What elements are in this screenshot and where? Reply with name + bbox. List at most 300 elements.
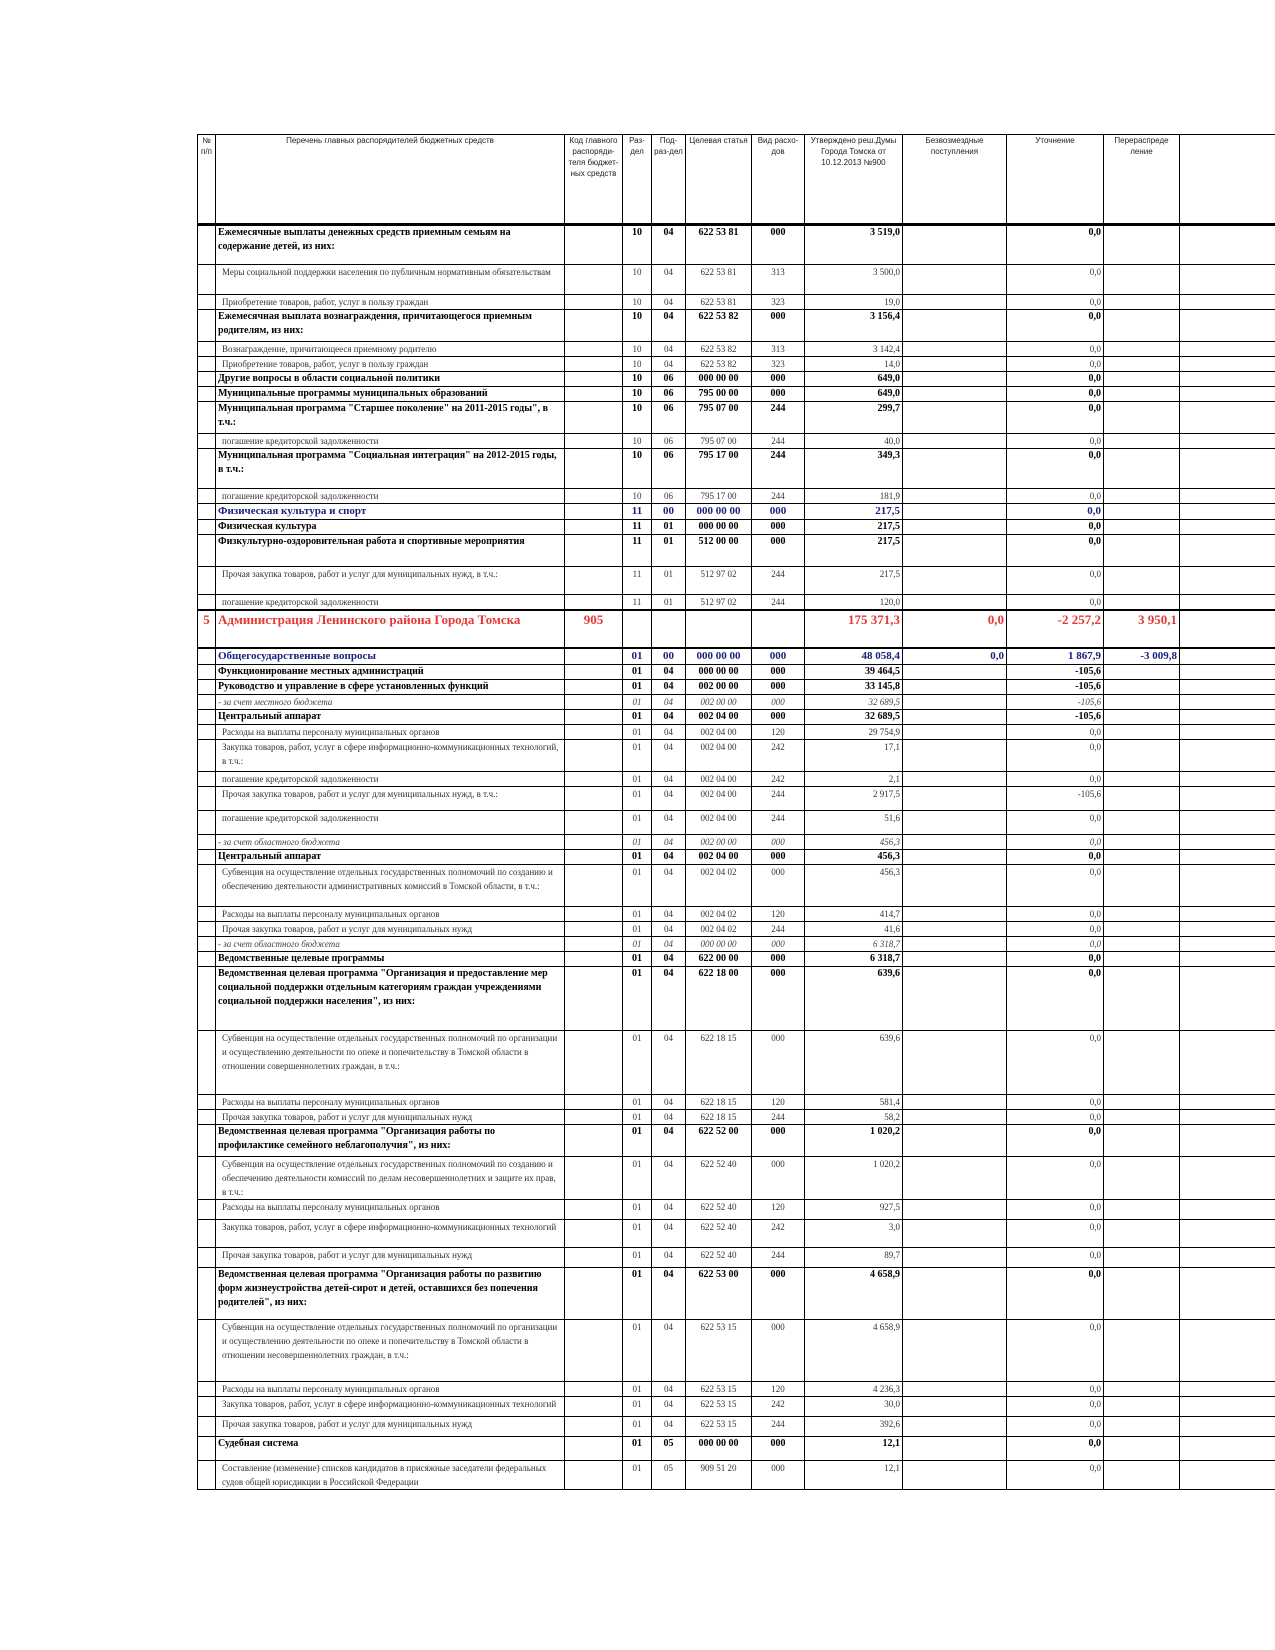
row-cut-cell <box>1180 906 1275 921</box>
header-clarification: Уточнение <box>1007 135 1104 225</box>
row-code <box>565 966 623 1030</box>
row-razdel: 01 <box>623 1124 652 1156</box>
row-name: Прочая закупка товаров, работ и услуг для муниципальных нужд <box>216 1416 565 1436</box>
row-name: погашение кредиторской задолженности <box>216 810 565 834</box>
row-num <box>198 834 216 849</box>
row-podrazdel <box>652 610 686 648</box>
row-cut-cell <box>1180 810 1275 834</box>
row-clarification: -105,6 <box>1007 694 1104 709</box>
row-num <box>198 921 216 936</box>
section-row <box>198 610 1275 648</box>
row-gratis <box>903 310 1007 342</box>
row-cut-cell <box>1180 679 1275 694</box>
table-row <box>198 664 1275 679</box>
row-redistribution <box>1104 434 1180 449</box>
row-clarification: 0,0 <box>1007 295 1104 310</box>
table-row <box>198 834 1275 849</box>
row-redistribution <box>1104 1094 1180 1109</box>
row-name: Расходы на выплаты персоналу муниципальных органов <box>216 724 565 739</box>
row-code <box>565 1416 623 1436</box>
row-target-article: 622 52 40 <box>686 1219 752 1247</box>
row-name: Центральный аппарат <box>216 849 565 864</box>
row-razdel: 01 <box>623 648 652 664</box>
row-podrazdel: 04 <box>652 1247 686 1267</box>
row-podrazdel: 04 <box>652 694 686 709</box>
row-razdel: 01 <box>623 1396 652 1416</box>
row-approved: 32 689,5 <box>805 694 903 709</box>
row-expense-type: 244 <box>752 449 805 489</box>
row-redistribution <box>1104 265 1180 295</box>
row-redistribution <box>1104 834 1180 849</box>
row-approved: 649,0 <box>805 387 903 402</box>
row-redistribution <box>1104 810 1180 834</box>
row-name: Прочая закупка товаров, работ и услуг для муниципальных нужд <box>216 1247 565 1267</box>
row-code <box>565 372 623 387</box>
row-podrazdel: 04 <box>652 1109 686 1124</box>
row-num <box>198 679 216 694</box>
row-approved: 120,0 <box>805 595 903 611</box>
row-code <box>565 387 623 402</box>
row-name: Закупка товаров, работ, услуг в сфере информационно-коммуникационных технологий, в т.ч.: <box>216 739 565 771</box>
header-razdel: Раз-дел <box>623 135 652 225</box>
row-target-article: 002 04 00 <box>686 724 752 739</box>
row-target-article: 002 04 00 <box>686 771 752 786</box>
row-name: Приобретение товаров, работ, услуг в пользу граждан <box>216 357 565 372</box>
table-row <box>198 1030 1275 1094</box>
table-row <box>198 1460 1275 1489</box>
row-razdel: 01 <box>623 1156 652 1199</box>
row-podrazdel: 04 <box>652 921 686 936</box>
row-razdel: 11 <box>623 595 652 611</box>
row-code <box>565 1267 623 1319</box>
row-name: Ежемесячная выплата вознаграждения, причитающегося приемным родителям, из них: <box>216 310 565 342</box>
row-num <box>198 567 216 595</box>
row-podrazdel: 04 <box>652 357 686 372</box>
row-gratis <box>903 567 1007 595</box>
row-clarification: 0,0 <box>1007 936 1104 951</box>
row-gratis <box>903 1267 1007 1319</box>
row-razdel: 01 <box>623 1094 652 1109</box>
row-razdel: 01 <box>623 786 652 810</box>
row-razdel: 10 <box>623 265 652 295</box>
row-approved: 392,6 <box>805 1416 903 1436</box>
row-target-article: 622 53 82 <box>686 342 752 357</box>
row-clarification: 0,0 <box>1007 834 1104 849</box>
row-clarification: 0,0 <box>1007 372 1104 387</box>
table-row <box>198 295 1275 310</box>
row-target-article: 512 00 00 <box>686 535 752 567</box>
row-num <box>198 387 216 402</box>
row-approved: 927,5 <box>805 1199 903 1219</box>
row-gratis <box>903 402 1007 434</box>
row-razdel: 01 <box>623 1460 652 1489</box>
row-cut-cell <box>1180 951 1275 966</box>
row-name: Ведомственная целевая программа "Организация работы по профилактике семейного неблагополучия", из них: <box>216 1124 565 1156</box>
table-row <box>198 387 1275 402</box>
table-row <box>198 1247 1275 1267</box>
row-clarification: 0,0 <box>1007 864 1104 906</box>
table-row <box>198 921 1275 936</box>
row-code <box>565 310 623 342</box>
row-expense-type: 244 <box>752 595 805 611</box>
row-expense-type: 000 <box>752 849 805 864</box>
row-target-article: 000 00 00 <box>686 520 752 535</box>
row-razdel: 01 <box>623 864 652 906</box>
row-razdel: 01 <box>623 810 652 834</box>
row-target-article: 909 51 20 <box>686 1460 752 1489</box>
row-target-article: 000 00 00 <box>686 504 752 520</box>
row-name: Прочая закупка товаров, работ и услуг для муниципальных нужд <box>216 1109 565 1124</box>
row-cut-cell <box>1180 849 1275 864</box>
row-num <box>198 849 216 864</box>
row-code <box>565 1381 623 1396</box>
row-podrazdel: 04 <box>652 1030 686 1094</box>
row-gratis <box>903 1124 1007 1156</box>
row-approved: 299,7 <box>805 402 903 434</box>
row-name: Расходы на выплаты персоналу муниципальных органов <box>216 1199 565 1219</box>
row-approved: 3 519,0 <box>805 225 903 265</box>
row-num <box>198 1416 216 1436</box>
row-num <box>198 810 216 834</box>
row-razdel: 10 <box>623 342 652 357</box>
row-cut-cell <box>1180 1416 1275 1436</box>
header-code: Код главного распоряди-теля бюджет-ных средств <box>565 135 623 225</box>
row-gratis <box>903 1219 1007 1247</box>
row-redistribution: -3 009,8 <box>1104 648 1180 664</box>
row-redistribution: 3 950,1 <box>1104 610 1180 648</box>
row-gratis <box>903 387 1007 402</box>
row-razdel: 01 <box>623 724 652 739</box>
row-approved: 4 658,9 <box>805 1319 903 1381</box>
table-row <box>198 966 1275 1030</box>
row-name: Функционирование местных администраций <box>216 664 565 679</box>
table-row <box>198 1124 1275 1156</box>
row-expense-type: 120 <box>752 1199 805 1219</box>
row-name: Субвенция на осуществление отдельных государственных полномочий по созданию и обеспечению деятельности комиссий по делам несовершеннолетних и защите их прав, в т.ч.: <box>216 1156 565 1199</box>
row-num <box>198 434 216 449</box>
row-clarification: 0,0 <box>1007 357 1104 372</box>
row-podrazdel: 04 <box>652 1416 686 1436</box>
header-podrazdel: Под-раз-дел <box>652 135 686 225</box>
table-row <box>198 434 1275 449</box>
row-approved: 3,0 <box>805 1219 903 1247</box>
row-approved: 414,7 <box>805 906 903 921</box>
row-expense-type: 000 <box>752 225 805 265</box>
row-target-article: 622 52 40 <box>686 1247 752 1267</box>
row-target-article: 002 04 00 <box>686 739 752 771</box>
row-gratis <box>903 449 1007 489</box>
row-redistribution <box>1104 936 1180 951</box>
row-podrazdel: 04 <box>652 310 686 342</box>
row-redistribution <box>1104 1319 1180 1381</box>
row-approved: 456,3 <box>805 864 903 906</box>
table-row <box>198 489 1275 504</box>
row-redistribution <box>1104 342 1180 357</box>
row-redistribution <box>1104 1436 1180 1460</box>
row-code <box>565 449 623 489</box>
row-expense-type: 000 <box>752 310 805 342</box>
row-code <box>565 771 623 786</box>
table-row <box>198 1156 1275 1199</box>
row-num <box>198 648 216 664</box>
row-podrazdel: 01 <box>652 520 686 535</box>
row-name: Прочая закупка товаров, работ и услуг для муниципальных нужд, в т.ч.: <box>216 786 565 810</box>
row-cut-cell <box>1180 595 1275 611</box>
row-num <box>198 265 216 295</box>
row-gratis <box>903 1396 1007 1416</box>
row-clarification: -105,6 <box>1007 786 1104 810</box>
row-podrazdel: 05 <box>652 1460 686 1489</box>
row-gratis <box>903 520 1007 535</box>
row-gratis <box>903 372 1007 387</box>
row-code <box>565 520 623 535</box>
row-clarification: 0,0 <box>1007 535 1104 567</box>
row-redistribution <box>1104 1030 1180 1094</box>
row-approved: 639,6 <box>805 1030 903 1094</box>
row-redistribution <box>1104 1199 1180 1219</box>
row-expense-type: 000 <box>752 834 805 849</box>
row-target-article: 622 53 82 <box>686 357 752 372</box>
row-cut-cell <box>1180 1199 1275 1219</box>
row-razdel: 10 <box>623 295 652 310</box>
row-code <box>565 535 623 567</box>
row-approved: 58,2 <box>805 1109 903 1124</box>
row-code <box>565 489 623 504</box>
row-podrazdel: 04 <box>652 664 686 679</box>
row-approved: 217,5 <box>805 535 903 567</box>
row-podrazdel: 04 <box>652 295 686 310</box>
row-approved: 32 689,5 <box>805 709 903 724</box>
row-razdel: 01 <box>623 1416 652 1436</box>
row-expense-type: 244 <box>752 402 805 434</box>
row-redistribution <box>1104 921 1180 936</box>
row-podrazdel: 04 <box>652 1094 686 1109</box>
row-num <box>198 1436 216 1460</box>
row-gratis <box>903 342 1007 357</box>
row-cut-cell <box>1180 567 1275 595</box>
row-cut-cell <box>1180 786 1275 810</box>
row-target-article: 622 53 81 <box>686 265 752 295</box>
row-cut-cell <box>1180 402 1275 434</box>
row-target-article: 622 53 15 <box>686 1396 752 1416</box>
row-code <box>565 357 623 372</box>
row-podrazdel: 06 <box>652 387 686 402</box>
row-expense-type: 120 <box>752 1094 805 1109</box>
row-podrazdel: 04 <box>652 951 686 966</box>
row-redistribution <box>1104 1109 1180 1124</box>
row-name: Расходы на выплаты персоналу муниципальных органов <box>216 1381 565 1396</box>
row-razdel: 01 <box>623 951 652 966</box>
row-code <box>565 906 623 921</box>
row-target-article: 002 04 02 <box>686 906 752 921</box>
row-podrazdel: 04 <box>652 342 686 357</box>
row-num <box>198 1109 216 1124</box>
row-name: Приобретение товаров, работ, услуг в пользу граждан <box>216 295 565 310</box>
row-clarification: 0,0 <box>1007 1416 1104 1436</box>
row-code <box>565 709 623 724</box>
row-expense-type: 242 <box>752 739 805 771</box>
table-row <box>198 864 1275 906</box>
row-target-article: 002 04 00 <box>686 810 752 834</box>
row-razdel: 10 <box>623 489 652 504</box>
row-target-article: 000 00 00 <box>686 1436 752 1460</box>
row-razdel: 01 <box>623 1219 652 1247</box>
row-cut-cell <box>1180 387 1275 402</box>
row-approved: 4 658,9 <box>805 1267 903 1319</box>
row-name: - за счет областного бюджета <box>216 936 565 951</box>
row-podrazdel: 04 <box>652 864 686 906</box>
table-row <box>198 357 1275 372</box>
row-gratis <box>903 1436 1007 1460</box>
row-code <box>565 1247 623 1267</box>
row-target-article <box>686 610 752 648</box>
row-redistribution <box>1104 1396 1180 1416</box>
row-clarification: 0,0 <box>1007 434 1104 449</box>
row-name: Центральный аппарат <box>216 709 565 724</box>
row-clarification: 0,0 <box>1007 921 1104 936</box>
row-approved: 3 500,0 <box>805 265 903 295</box>
row-redistribution <box>1104 595 1180 611</box>
row-gratis <box>903 906 1007 921</box>
row-podrazdel: 06 <box>652 434 686 449</box>
row-target-article: 622 53 15 <box>686 1319 752 1381</box>
row-redistribution <box>1104 724 1180 739</box>
row-name: Вознаграждение, причитающееся приемному родителю <box>216 342 565 357</box>
row-gratis <box>903 771 1007 786</box>
row-expense-type: 000 <box>752 864 805 906</box>
row-redistribution <box>1104 864 1180 906</box>
row-approved: 181,9 <box>805 489 903 504</box>
row-num <box>198 402 216 434</box>
row-gratis <box>903 535 1007 567</box>
row-razdel: 11 <box>623 567 652 595</box>
row-gratis <box>903 357 1007 372</box>
row-razdel: 01 <box>623 1319 652 1381</box>
row-clarification: -105,6 <box>1007 709 1104 724</box>
row-target-article: 002 04 02 <box>686 921 752 936</box>
row-target-article: 002 00 00 <box>686 694 752 709</box>
row-clarification: 0,0 <box>1007 595 1104 611</box>
row-code <box>565 402 623 434</box>
row-code <box>565 342 623 357</box>
row-expense-type: 000 <box>752 1436 805 1460</box>
header-num: № п/п <box>198 135 216 225</box>
row-cut-cell <box>1180 1094 1275 1109</box>
row-num <box>198 504 216 520</box>
row-razdel: 01 <box>623 936 652 951</box>
row-razdel: 01 <box>623 709 652 724</box>
table-row <box>198 520 1275 535</box>
table-row <box>198 906 1275 921</box>
table-row <box>198 567 1275 595</box>
row-target-article: 795 00 00 <box>686 387 752 402</box>
table-row <box>198 648 1275 664</box>
row-num <box>198 951 216 966</box>
header-redistribution: Перераспреде ление <box>1104 135 1180 225</box>
row-redistribution <box>1104 225 1180 265</box>
row-expense-type: 323 <box>752 357 805 372</box>
row-target-article: 622 52 40 <box>686 1156 752 1199</box>
row-code <box>565 295 623 310</box>
row-name: Субвенция на осуществление отдельных государственных полномочий по организации и осуществлению деятельности по опеке и попечительству в Томской области в отношении несовершеннолетних граждан, в т.ч.: <box>216 1319 565 1381</box>
row-razdel: 01 <box>623 1436 652 1460</box>
row-cut-cell <box>1180 724 1275 739</box>
row-approved: 12,1 <box>805 1460 903 1489</box>
row-podrazdel: 06 <box>652 489 686 504</box>
row-cut-cell <box>1180 1109 1275 1124</box>
row-expense-type: 000 <box>752 1156 805 1199</box>
row-expense-type: 244 <box>752 1247 805 1267</box>
row-num <box>198 1460 216 1489</box>
row-clarification: 0,0 <box>1007 951 1104 966</box>
row-redistribution <box>1104 387 1180 402</box>
row-approved: 639,6 <box>805 966 903 1030</box>
row-code <box>565 1109 623 1124</box>
row-redistribution <box>1104 771 1180 786</box>
row-code: 905 <box>565 610 623 648</box>
row-code <box>565 864 623 906</box>
row-redistribution <box>1104 1219 1180 1247</box>
row-approved: 456,3 <box>805 849 903 864</box>
row-redistribution <box>1104 1381 1180 1396</box>
row-approved: 30,0 <box>805 1396 903 1416</box>
row-target-article: 622 18 15 <box>686 1030 752 1094</box>
row-podrazdel: 01 <box>652 567 686 595</box>
row-num <box>198 1156 216 1199</box>
row-target-article: 512 97 02 <box>686 567 752 595</box>
row-name: Общегосударственные вопросы <box>216 648 565 664</box>
row-approved: 2,1 <box>805 771 903 786</box>
row-cut-cell <box>1180 664 1275 679</box>
row-cut-cell <box>1180 225 1275 265</box>
row-cut-cell <box>1180 834 1275 849</box>
header-expense-type: Вид расхо-дов <box>752 135 805 225</box>
row-name: Администрация Ленинского района Города Томска <box>216 610 565 648</box>
row-clarification: 1 867,9 <box>1007 648 1104 664</box>
row-code <box>565 1319 623 1381</box>
row-expense-type: 000 <box>752 709 805 724</box>
row-podrazdel: 04 <box>652 724 686 739</box>
row-gratis <box>903 810 1007 834</box>
row-razdel: 01 <box>623 679 652 694</box>
row-redistribution <box>1104 567 1180 595</box>
row-expense-type: 000 <box>752 387 805 402</box>
row-num <box>198 1319 216 1381</box>
row-redistribution <box>1104 966 1180 1030</box>
row-num <box>198 295 216 310</box>
row-num <box>198 771 216 786</box>
row-expense-type: 242 <box>752 1219 805 1247</box>
row-redistribution <box>1104 951 1180 966</box>
row-razdel: 01 <box>623 906 652 921</box>
row-expense-type: 242 <box>752 771 805 786</box>
row-expense-type: 000 <box>752 1030 805 1094</box>
row-clarification: 0,0 <box>1007 1396 1104 1416</box>
row-clarification: 0,0 <box>1007 1124 1104 1156</box>
row-razdel: 10 <box>623 402 652 434</box>
row-expense-type: 244 <box>752 921 805 936</box>
row-gratis <box>903 1199 1007 1219</box>
table-row <box>198 1199 1275 1219</box>
row-podrazdel: 04 <box>652 771 686 786</box>
table-row <box>198 739 1275 771</box>
row-expense-type: 244 <box>752 434 805 449</box>
row-name: Ведомственная целевая программа "Организация и предоставление мер социальной поддержки отдельным категориям граждан учреждениями социальной поддержки населения", из них: <box>216 966 565 1030</box>
row-clarification: 0,0 <box>1007 310 1104 342</box>
table-row <box>198 402 1275 434</box>
row-clarification: 0,0 <box>1007 724 1104 739</box>
row-gratis <box>903 1319 1007 1381</box>
